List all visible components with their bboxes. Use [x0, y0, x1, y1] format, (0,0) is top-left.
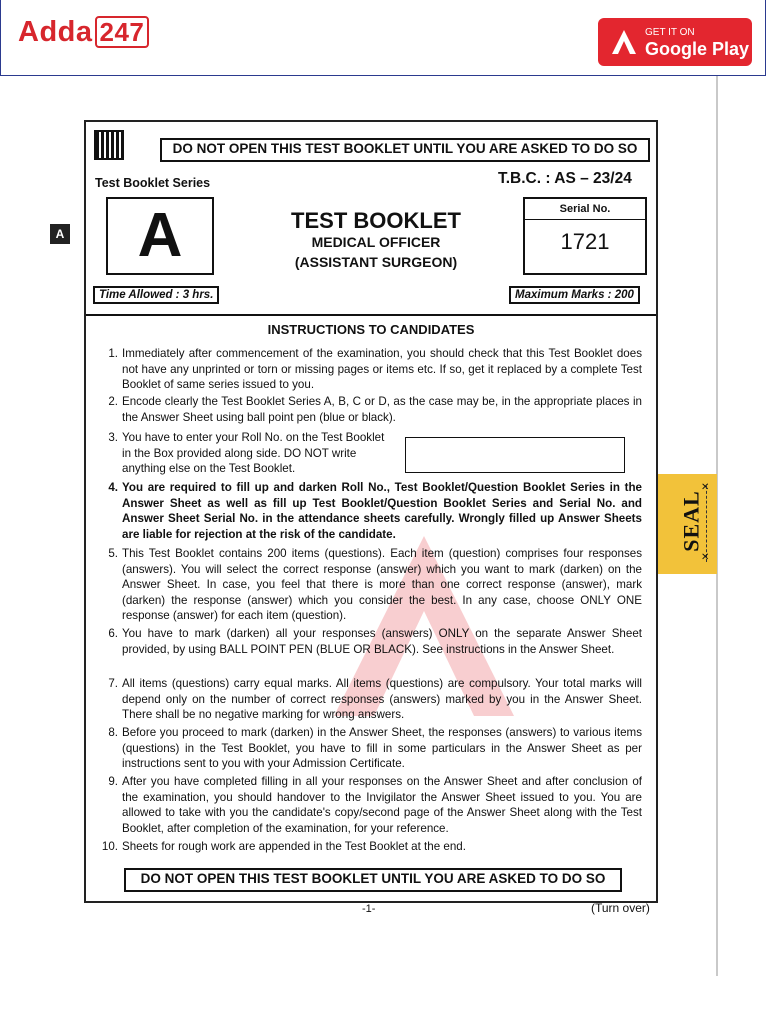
instruction-item	[94, 394, 642, 425]
instruction-item	[94, 430, 394, 477]
booklet-subtitle: MEDICAL OFFICER	[311, 234, 441, 250]
top-warning-banner: DO NOT OPEN THIS TEST BOOKLET UNTIL YOU ARE ASKED TO DO SO	[160, 138, 650, 162]
seal-label: SEAL	[678, 490, 704, 552]
serial-box	[523, 197, 647, 275]
instruction-item	[94, 480, 642, 542]
item-text: Before you proceed to mark (darken) in the Answer Sheet, the responses (answers) to various items (questions) in the Test Booklet, you have to fill in some particulars in the Answer Sheet as per instructions sent to you with your Admission Certificate.	[122, 726, 642, 770]
item-number: 6.	[108, 627, 118, 640]
instruction-item	[94, 774, 642, 836]
item-text: You have to enter your Roll No. on the Test Booklet in the Box provided along side. DO NOT write anything else on the Test Booklet.	[122, 431, 385, 475]
item-text: Sheets for rough work are appended in the Test Booklet at the end.	[122, 840, 466, 853]
qr-code-icon	[94, 130, 124, 160]
roll-number-box[interactable]	[405, 437, 625, 473]
item-number: 7.	[108, 677, 118, 690]
item-text: All items (questions) carry equal marks. All items (questions) are compulsory. Your total marks will depend only on the number of correct responses (answers) marked by you in the Answer Sheet. There shall be no negative marking for wrong answers.	[122, 677, 642, 721]
gplay-big-text: Google Play	[645, 39, 750, 59]
page-number: -1-	[362, 903, 376, 915]
instruction-item	[94, 839, 642, 855]
item-text: Encode clearly the Test Booklet Series A, B, C or D, as the case may be, in the appropriate places in the Answer Sheet using ball point pen (blue or black).	[122, 395, 642, 424]
cut-mark-icon: ✕	[701, 482, 710, 493]
tbc-code: T.B.C. : AS – 23/24	[498, 170, 632, 187]
instructions-heading: INSTRUCTIONS TO CANDIDATES	[267, 322, 475, 337]
adda247-logo[interactable]	[18, 16, 149, 49]
instruction-item	[94, 546, 642, 624]
top-bar	[0, 0, 766, 76]
series-side-tab: A	[50, 224, 70, 244]
instruction-item	[94, 676, 642, 723]
adda-triangle-icon	[610, 28, 638, 56]
google-play-button[interactable]	[598, 18, 752, 66]
series-label: Test Booklet Series	[95, 176, 211, 190]
cut-mark-icon: ✕	[701, 552, 710, 563]
item-text: You have to mark (darken) all your responses (answers) ONLY on the separate Answer Sheet provided, by using BALL POINT PEN (BLUE OR BLACK). See instructions in the Answer Sheet.	[122, 627, 642, 656]
bottom-warning-banner: DO NOT OPEN THIS TEST BOOKLET UNTIL YOU ARE ASKED TO DO SO	[124, 868, 622, 892]
item-number: 2.	[108, 395, 118, 408]
item-number: 5.	[108, 547, 118, 560]
seal-tab	[657, 474, 717, 574]
logo-text: Adda	[18, 16, 93, 48]
series-letter: A	[106, 197, 214, 275]
logo-number: 247	[95, 16, 150, 48]
item-text: You are required to fill up and darken Roll No., Test Booklet/Question Booklet Series in the Answer Sheet as well as fill up Test Booklet/Question Booklet Series and Serial No. and Answer Sheet Serial No. in the attendance sheets carefully. Wrongly filled up Answer Sheets are liable for rejection at the risk of the candidate.	[122, 481, 642, 541]
gplay-small-text: GET IT ON	[645, 27, 695, 38]
instruction-item	[94, 346, 642, 393]
item-number: 8.	[108, 726, 118, 739]
booklet-title: TEST BOOKLET	[291, 208, 461, 233]
item-text: After you have completed filling in all your responses on the Answer Sheet and after conclusion of the examination, you should handover to the Invigilator the Answer Sheet issued to you. You are allowed to take with you the candidate's copy/second page of the Answer Sheet along with the Test Booklet, after completion of the examination, for your reference.	[122, 775, 642, 835]
turn-over-label: (Turn over)	[591, 901, 650, 915]
time-allowed: Time Allowed : 3 hrs.	[93, 286, 219, 304]
item-number: 3.	[108, 431, 118, 444]
serial-label: Serial No.	[525, 199, 645, 220]
instruction-item	[94, 626, 642, 657]
cut-line	[706, 486, 707, 562]
instruction-item	[94, 725, 642, 772]
item-number: 4.	[108, 481, 118, 494]
test-booklet-cover	[84, 120, 658, 903]
divider	[86, 314, 656, 316]
item-text: This Test Booklet contains 200 items (questions). Each item (question) comprises four responses (answers). You will select the correct response (answer) which you want to mark (darken) on the Answer Sheet. In case, you feel that there is more than one correct response (answer), mark (darken) the response (answer) which you consider the best. In any case, choose ONLY ONE response (answer) for each item (question).	[122, 547, 642, 622]
maximum-marks: Maximum Marks : 200	[509, 286, 640, 304]
booklet-subtitle-2: (ASSISTANT SURGEON)	[294, 254, 458, 270]
serial-value: 1721	[560, 229, 610, 254]
item-number: 9.	[108, 775, 118, 788]
item-number: 1.	[108, 347, 118, 360]
item-text: Immediately after commencement of the examination, you should check that this Test Booklet does not have any unprinted or torn or missing pages or items etc. If so, get it replaced by a complete Test Booklet of same series issued to you.	[122, 347, 642, 391]
item-number: 10.	[101, 840, 118, 853]
